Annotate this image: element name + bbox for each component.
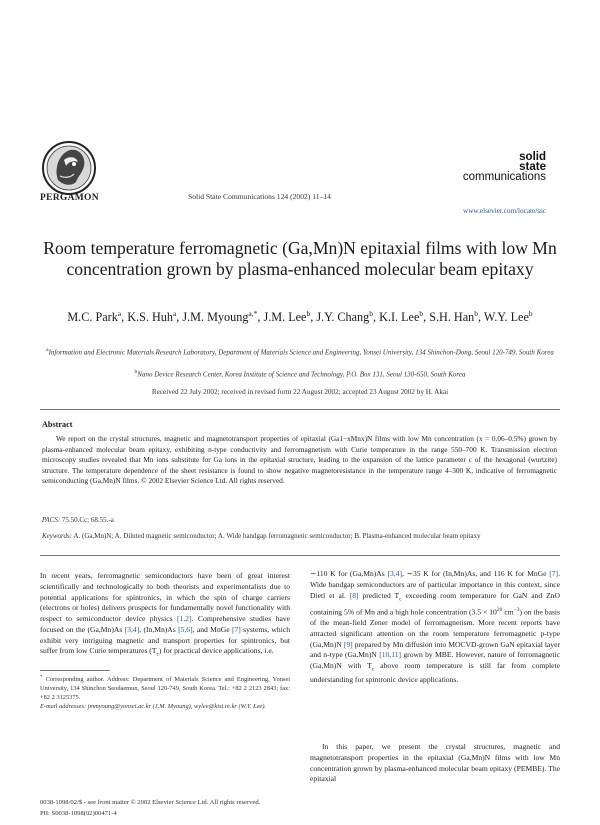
author: K.I. Lee$^b$, xyxy=(379,309,430,325)
publisher-name: PERGAMON xyxy=(40,193,99,203)
pii-identifier: PII: S0038-1098(02)00471-4 xyxy=(40,810,117,817)
author-list xyxy=(40,305,560,326)
citation-link[interactable]: [3,4] xyxy=(387,569,402,578)
copyright-line: 0038-1098/02/$ - see front matter © 2002 Elsevier Science Ltd. All rights reserved. xyxy=(40,799,261,806)
journal-wordmark-line: solid xyxy=(519,151,546,163)
journal-wordmark-line: state xyxy=(519,161,546,173)
citation-link[interactable]: [10,11] xyxy=(379,650,402,660)
author: S.H. Han$^b$, xyxy=(429,309,484,325)
footnote xyxy=(40,673,290,711)
divider xyxy=(40,555,560,556)
abstract-text: We report on the crystal structures, magnetic and magnetotransport properties of epitaxial (Ga1−xMnx)N films with low Mn concentration (x = 0.06–0.5%) grown by plasma-enhanced molecular beam epitaxy, exhibiting n-type conductivity and ferromagnetism with Curie temperature in the range 550–700 K. Transmission electron microscopy studies revealed that Mn ions substitute for Ga ions in the epitaxial structure, leading to the expansion of the lattice parameter c of the hexagonal (wurtzite) structure. The temperature dependence of the sheet resistance is found to show negative magnetoresistance in the temperature range 4–300 K, indicative of ferromagnetic semiconducting (Ga,Mn)N films. © 2002 Elsevier Science Ltd. All rights reserved. xyxy=(42,434,557,486)
body-column-right: ∼110 K for (Ga,Mn)As [3,4], ∼35 K for (In,Mn)As, and 116 K for MnGe [7]. Wide bandgap semiconductors are of particular importance in this context, since Dietl et al. [8] predicted $T_c$ exceeding room temperature for GaN and ZnO containing 5% of Mn and a high hole concentration ($3.5 \times 10^{20}$ $cm^{-3}$) on the basis of the mean-field Zener model of ferromagnetism. More recent reports have attracted significant attention on the room temperature ferromagnetic p-type (Ga,Mn)N [9] prepared by Mn diffusion into MOCVD-grown GaN epitaxial layer and n-type (Ga,Mn)N [10,11] grown by MBE. However, nature of ferromagnetic (Ga,Mn)N with $T_c$ above room temperature is still far from complete understanding for spintronic device applications. xyxy=(310,569,560,685)
affiliation: $^a$Information and Electronic Materials Research Laboratory, Department of Materials Science and Engineering, Yonsei University, 134 Shinchon-Dong, Seoul 120-749, South Korea xyxy=(46,347,554,357)
footnote-divider xyxy=(40,670,110,671)
author: J.M. Myoung$^{a,*}$, xyxy=(182,309,264,325)
citation-link[interactable]: [5,6] xyxy=(178,624,193,634)
journal-wordmark-line: communications xyxy=(462,171,546,183)
citation-link[interactable]: [7] xyxy=(231,624,241,634)
author: K.S. Huh$^a$, xyxy=(127,309,183,325)
received-dates: Received 22 July 2002; received in revised form 22 August 2002; accepted 23 August 2002 by H. Akai xyxy=(151,388,449,396)
abstract-heading: Abstract xyxy=(42,420,73,429)
pergamon-emblem-icon xyxy=(40,140,98,196)
citation-link[interactable]: [1,2] xyxy=(177,614,192,623)
author: M.C. Park$^a$, xyxy=(67,309,128,325)
email-addresses: E-mail addresses: jmmyoung@yonsei.ac.kr (J.M. Myoung), wylee@kist.re.kr (W.Y. Lee). xyxy=(40,703,267,711)
body-paragraph: In this paper, we present the crystal structures, magnetic and magnetotransport properties in the epitaxial (Ga,Mn)N films with low Mn concentration grown by plasma-enhanced molecular beam epitaxy (PEMBE). The epitaxial xyxy=(310,742,560,784)
author: J.M. Lee$^b$, xyxy=(263,309,317,325)
citation-link[interactable]: [3,4] xyxy=(124,624,140,634)
article-title: Room temperature ferromagnetic (Ga,Mn)N epitaxial films with low Mn concentration grown by plasma-enhanced molecular beam epitaxy xyxy=(43,238,557,279)
corresponding-author-note: * Corresponding author. Address: Department of Materials Science and Engineering, Yonsei University, 134 Shinchon Seodaemun, Seoul 120-749, South Korea. Tel.: +82 2 2123 2843; fax: +82 2 3125375. xyxy=(40,675,291,702)
journal-citation: Solid State Communications 124 (2002) 11–14 xyxy=(188,192,331,201)
keywords: Keywords: A. (Ga,Mn)N; A. Diluted magnetic semiconductor; A. Wide bandgap ferromagnetic semiconductor; B. Plasma-enhanced molecular beam epitaxy xyxy=(42,532,481,540)
journal-url-link[interactable]: www.elsevier.com/locate/ssc xyxy=(463,207,546,215)
author: J.Y. Chang$^b$, xyxy=(316,309,380,325)
citation-link[interactable]: [8] xyxy=(349,590,359,600)
citation-link[interactable]: [9] xyxy=(343,639,353,649)
author: W.Y. Lee$^b$ xyxy=(483,309,533,325)
pacs-codes: PACS: 75.50.Cc; 68.55.-a xyxy=(42,516,114,524)
divider xyxy=(40,409,560,410)
journal-wordmark xyxy=(463,152,546,182)
body-column-left: In recent years, ferromagnetic semiconductors have been of great interest scientifically and technologically to both theorists and experimentalists due to potential applications for spintronics, in which the spin of charge carriers (electrons or holes) delivers prospects for fundamentally novel functionality with respect to semiconductor device physics [1,2]. Comprehensive studies have focused on the (Ga,Mn)As [3,4], (In,Mn)As [5,6], and MnGe [7] systems, which exhibit very intriguing magnetic and transport properties for spintronics, but suffer from low Curie temperatures $(T_c)$ for practical device applications, i.e. xyxy=(40,571,290,658)
affiliation: $^b$Nano Device Research Center, Korea Institute of Science and Technology, P.O. Box 131, Seoul 130-650, South Korea xyxy=(134,369,466,379)
citation-link[interactable]: [7] xyxy=(549,569,559,578)
